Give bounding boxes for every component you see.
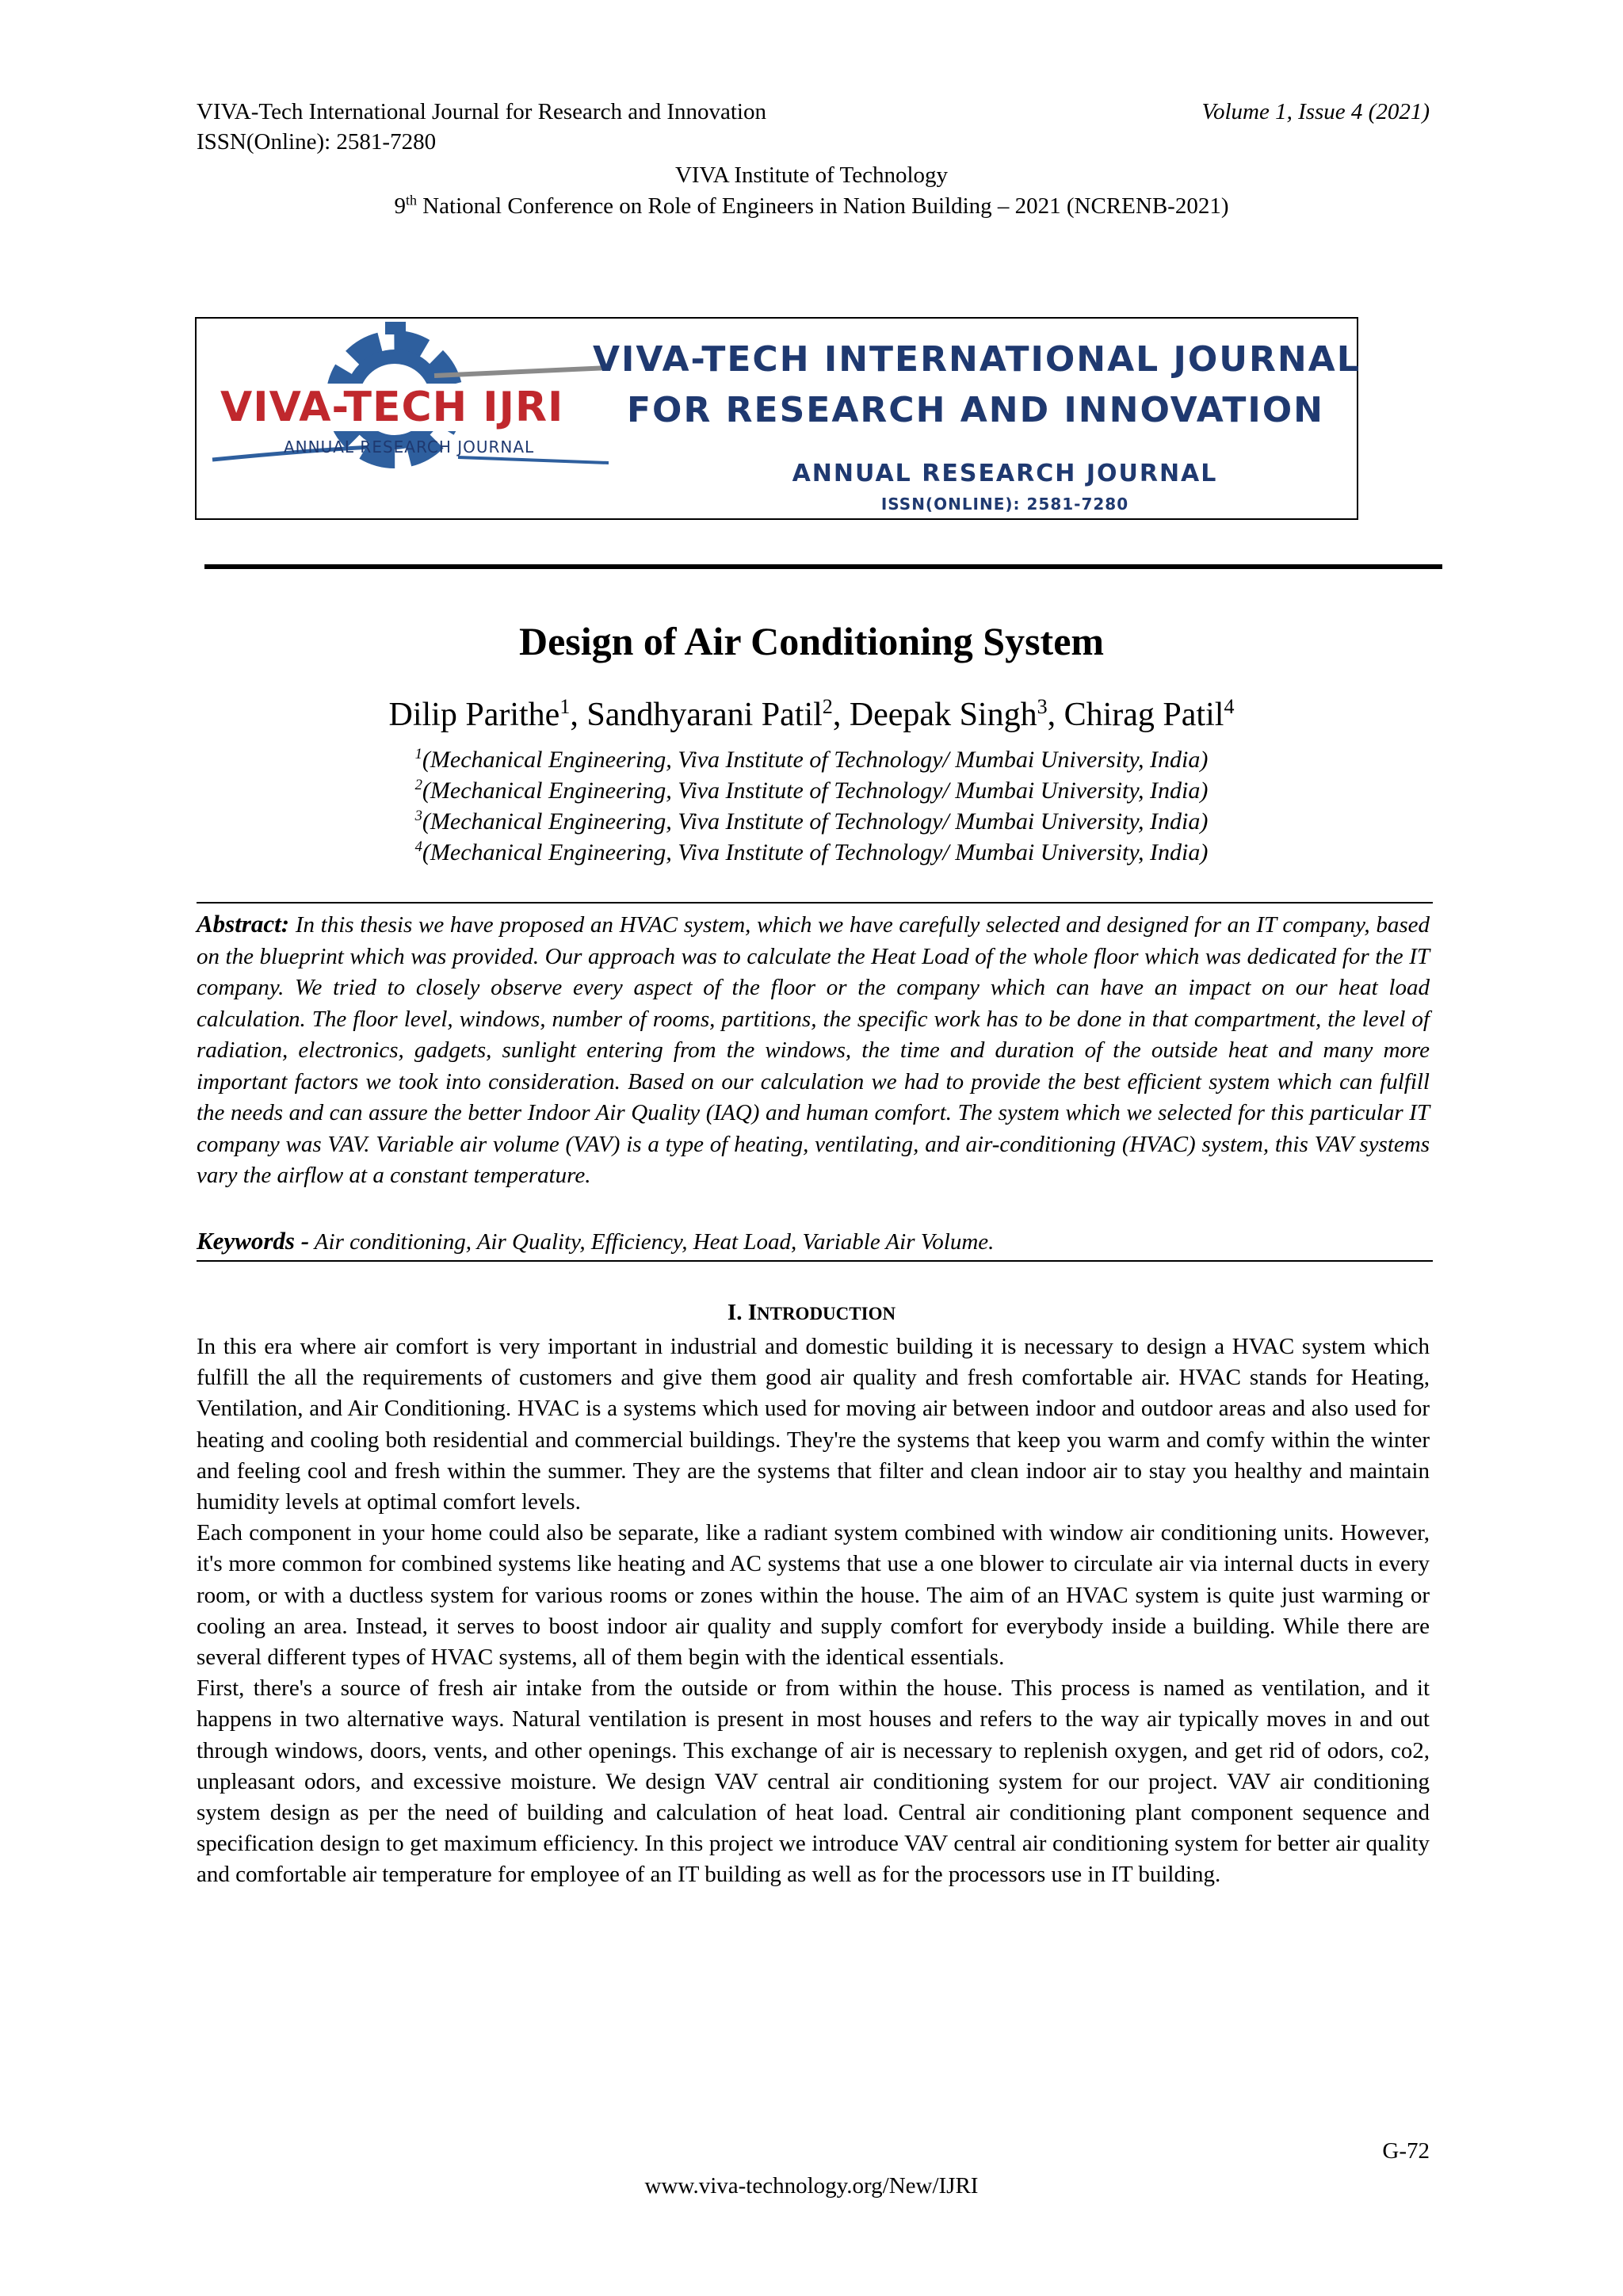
abstract-text: In this thesis we have proposed an HVAC system, which we have carefully selected and designed for an IT company, based on the blueprint which was provided. Our approach was to calculate the Heat Load of the whole floor which was dedicated for the IT company. We tried to closely observe every aspect of the floor or the company which can have an impact on our heat load calculation. The floor level, windows, number of rooms, partitions, the specific work has to be done in that compartment, the level of radiation, electronics, gadgets, sunlight entering from the windows, the time and duration of the outside heat and many more important factors we took into consideration. Based on our calculation we had to provide the best efficient system which can fulfill the needs and can assure the better Indoor Air Quality (IAQ) and human comfort. The system which we selected for this particular IT company was VAV. Variable air volume (VAV) is a type of heating, ventilating, and air-conditioning (HVAC) system, this VAV systems vary the airflow at a constant temperature. — [197, 912, 1430, 1188]
footer-url: www.viva-technology.org/New/IJRI — [644, 2173, 979, 2199]
header-journal-name: VIVA-Tech International Journal for Research and Innovation — [197, 99, 766, 124]
abstract-bottom-rule — [197, 1260, 1433, 1262]
author-list: Dilip Parithe$^1$, Sandhyarani Patil$^2$, Deepak Singh$^3$, Chirag Patil$^4$ — [388, 695, 1235, 733]
affiliation-text: (Mechanical Engineering, Viva Institute of Technology/ Mumbai University, India) — [422, 747, 1209, 773]
banner-title-line2: FOR RESEARCH AND INNOVATION — [627, 390, 1324, 430]
affiliation — [0, 807, 1623, 837]
section-heading-introduction — [0, 1300, 1623, 1326]
author-affiliation-mark: 1 — [559, 695, 571, 718]
header-conference — [0, 191, 1623, 221]
section-number: I. I — [727, 1300, 757, 1325]
conference-ordinal: 9 — [394, 193, 406, 219]
introduction-paragraph: First, there's a source of fresh air intake from the outside or from within the house. This process is named as ventilation, and it happens in two alternative ways. Natural ventilation is present in most houses and refers to the way air typically moves in and out through windows, doors, vents, and other openings. This exchange of air is necessary to replenish oxygen, and get rid of odors, co2, unpleasant odors, and excessive moisture. We design VAV central air conditioning system for our project. VAV air conditioning system design as per the need of building and calculation of heat load. Central air conditioning plant component sequence and specification design to get maximum efficiency. In this project we introduce VAV central air conditioning system for better air quality and comfortable air temperature for employee of an IT building as well as for the processors use in IT building. — [197, 1675, 1430, 1888]
author-affiliation-mark: 3 — [1037, 695, 1048, 718]
keywords — [197, 1225, 1430, 1258]
paper-title: Design of Air Conditioning System — [518, 619, 1105, 663]
affiliation-mark: 3 — [414, 808, 422, 824]
keywords-text: Air conditioning, Air Quality, Efficiency, Heat Load, Variable Air Volume. — [309, 1229, 995, 1255]
logo-brand-name: VIVA-TECH IJRI — [217, 384, 567, 431]
author-affiliation-mark: 2 — [822, 695, 833, 718]
header-issn: ISSN(Online): 2581-7280 — [197, 129, 437, 155]
affiliation — [0, 776, 1623, 806]
header-volume: Volume 1, Issue 4 (2021) — [1201, 99, 1430, 124]
affiliation — [0, 838, 1623, 868]
affiliation-mark: 1 — [414, 746, 422, 762]
author-name: Deepak Singh — [849, 697, 1037, 733]
author-name: Chirag Patil — [1064, 697, 1224, 733]
author-name: Sandhyarani Patil — [586, 697, 823, 733]
conference-name: National Conference on Role of Engineers in Nation Building – 2021 (NCRENB-2021) — [416, 193, 1229, 219]
introduction-paragraph: Each component in your home could also be separate, like a radiant system combined with window air conditioning units. However, it's more common for combined systems like heating and AC systems that use a one blower to circulate air via internal ducts in every room, or with a ductless system for various rooms or zones within the house. The aim of an HVAC system is quite just warming or cooling an area. Instead, it serves to boost indoor air quality and supply comfort for everybody inside a building. While there are several different types of HVAC systems, all of them begin with the identical essentials. — [197, 1520, 1430, 1671]
section-title: NTRODUCTION — [757, 1304, 896, 1324]
page-number: G-72 — [1382, 2138, 1430, 2164]
banner-title-line1: VIVA-TECH INTERNATIONAL JOURNAL — [593, 339, 1361, 380]
header-institute: VIVA Institute of Technology — [674, 162, 949, 188]
title-separator-rule — [204, 564, 1442, 569]
author-name: Dilip Parithe — [388, 697, 560, 733]
affiliation-text: (Mechanical Engineering, Viva Institute of Technology/ Mumbai University, India) — [422, 839, 1209, 865]
abstract-top-rule — [197, 902, 1433, 904]
affiliation-mark: 2 — [414, 777, 422, 793]
conference-ordinal-suffix: th — [406, 192, 417, 208]
banner-subtitle: ANNUAL RESEARCH JOURNAL — [792, 460, 1218, 487]
affiliation — [0, 745, 1623, 775]
introduction-paragraph: In this era where air comfort is very important in industrial and domestic building it is necessary to design a HVAC system which fulfill the all the requirements of customers and give them good air quality and fresh comfortable air. HVAC stands for Heating, Ventilation, and Air Conditioning. HVAC is a systems which used for moving air between indoor and outdoor areas and also used for heating and cooling both residential and commercial buildings. They're the systems that keep you warm and comfy within the winter and feeling cool and fresh within the summer. They are the systems that filter and clean indoor air to stay you healthy and maintain humidity levels at optimal comfort levels. — [197, 1334, 1430, 1515]
author-affiliation-mark: 4 — [1224, 695, 1235, 718]
logo-subtitle: ANNUAL RESEARCH JOURNAL — [284, 437, 535, 457]
affiliation-text: (Mechanical Engineering, Viva Institute of Technology/ Mumbai University, India) — [422, 808, 1209, 835]
introduction-body — [197, 1331, 1430, 1891]
journal-banner — [195, 317, 1361, 520]
abstract-label: Abstract: — [197, 910, 290, 938]
affiliation-text: (Mechanical Engineering, Viva Institute of Technology/ Mumbai University, India) — [422, 777, 1209, 804]
affiliation-mark: 4 — [414, 839, 422, 855]
abstract — [197, 908, 1430, 1192]
keywords-label: Keywords - — [197, 1227, 310, 1255]
banner-issn: ISSN(ONLINE): 2581-7280 — [880, 495, 1129, 514]
